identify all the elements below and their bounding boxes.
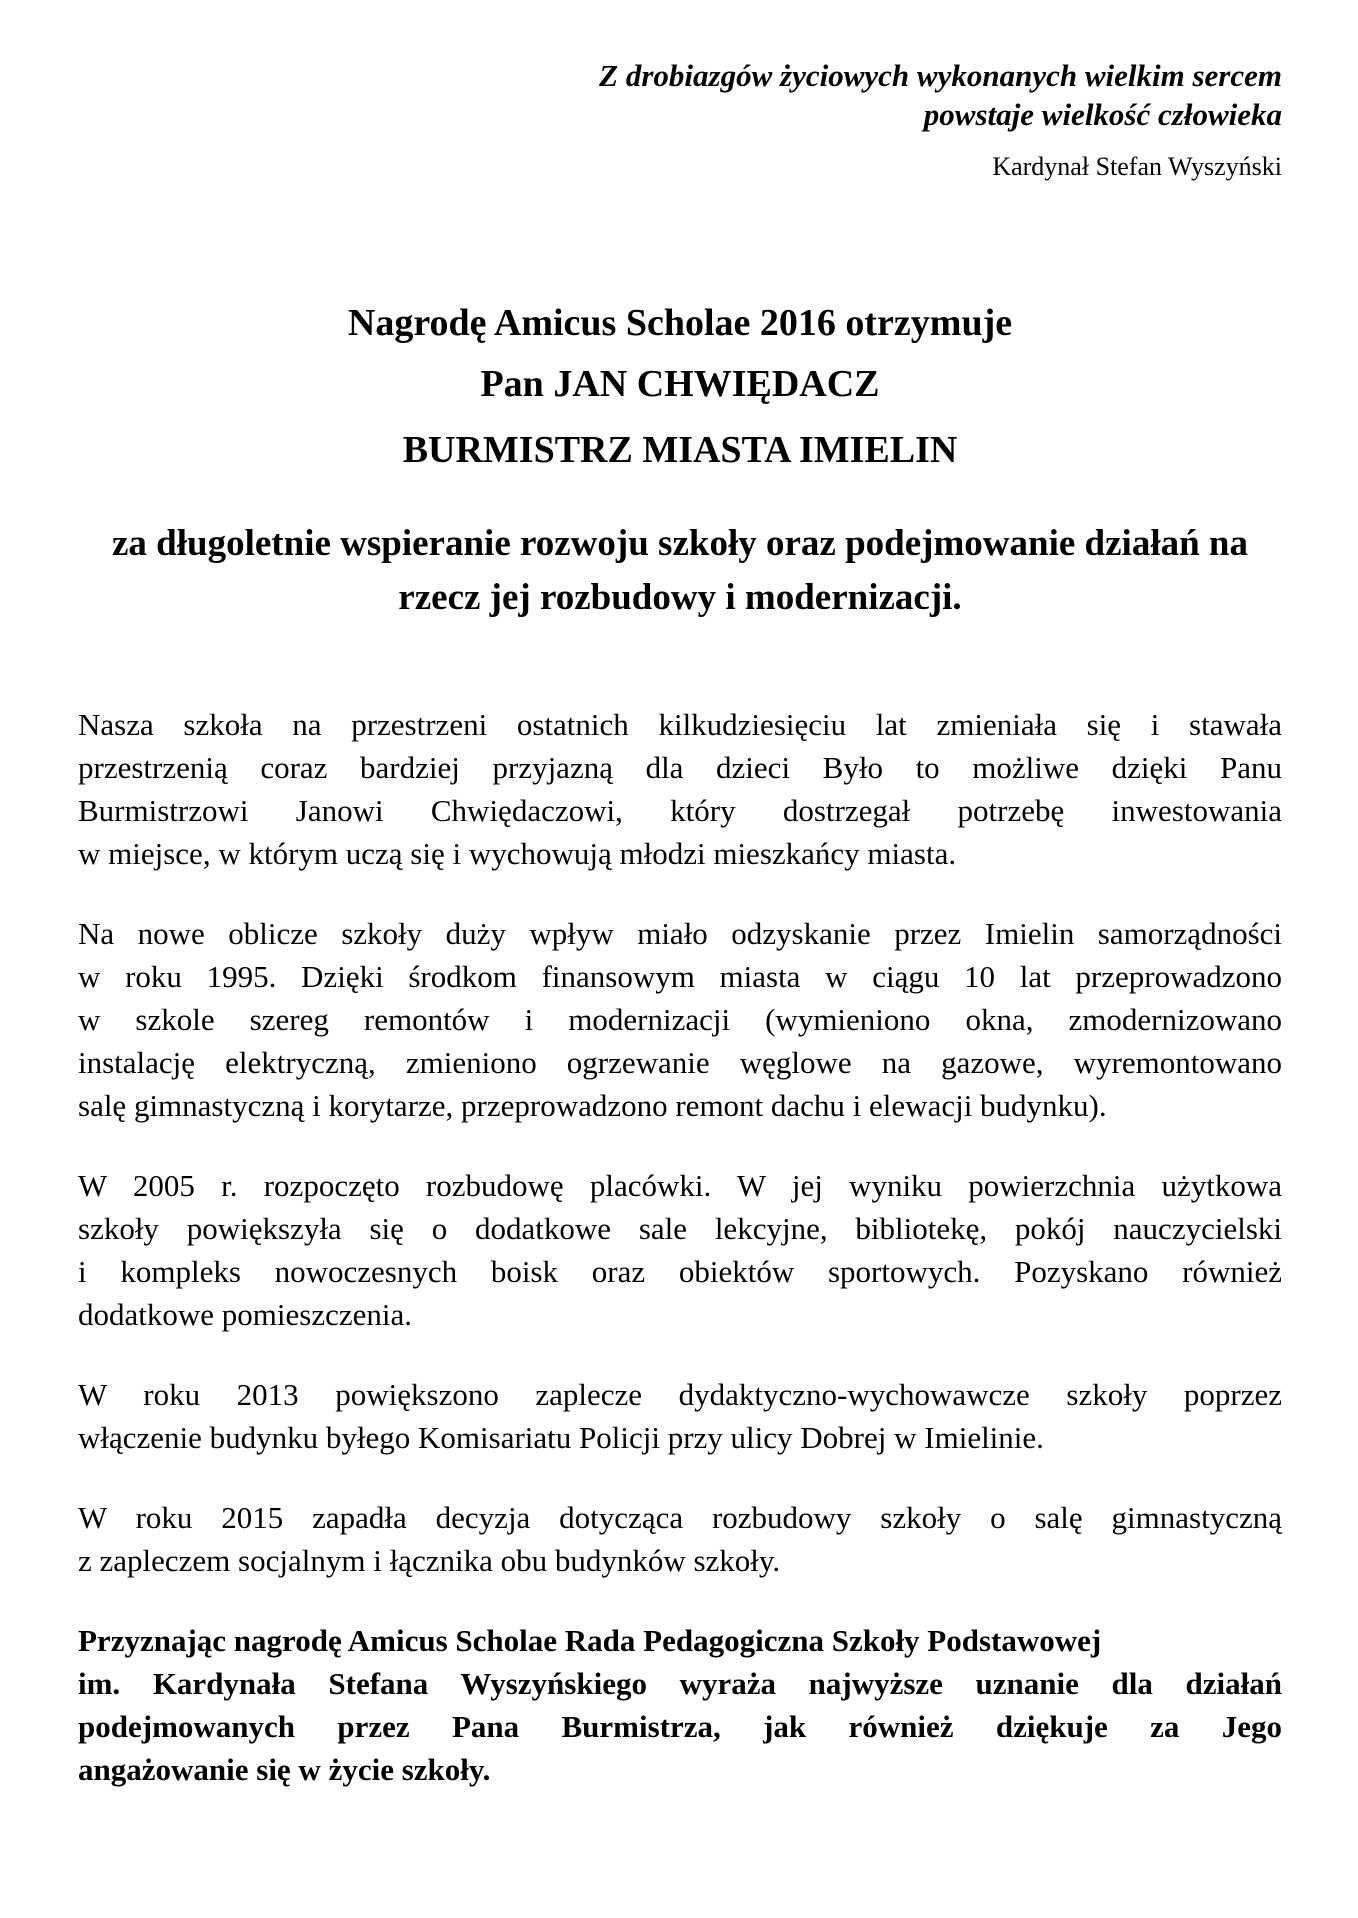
award-reason-line: rzecz jej rozbudowy i modernizacji.	[398, 577, 962, 618]
body-text-line: im. Kardynała Stefana Wyszyńskiego wyraża najwyższe uznanie dla działań	[78, 1666, 1282, 1701]
epigraph-quote-line: powstaje wielkość człowieka	[923, 97, 1282, 132]
body-text-line: angażowanie się w życie szkoły.	[78, 1752, 491, 1787]
body-paragraph	[78, 1496, 1282, 1582]
body-text-line: Burmistrzowi Janowi Chwiędaczowi, który dostrzegał potrzebę inwestowania	[78, 793, 1282, 828]
body-paragraph	[78, 912, 1282, 1127]
body-text-line: Przyznając nagrodę Amicus Scholae Rada Pedagogiczna Szkoły Podstawowej	[78, 1623, 1102, 1658]
body-text-line: podejmowanych przez Pana Burmistrza, jak również dziękuje za Jego	[78, 1709, 1282, 1744]
body-text-line: w roku 1995. Dzięki środkom finansowym miasta w ciągu 10 lat przeprowadzono	[78, 959, 1282, 994]
body-text-line: Na nowe oblicze szkoły duży wpływ miało odzyskanie przez Imielin samorządności	[78, 916, 1282, 951]
quote-attribution: Kardynał Stefan Wyszyński	[992, 152, 1282, 181]
award-recipient-name: Pan JAN CHWIĘDACZ	[480, 363, 880, 405]
award-heading-block	[78, 300, 1282, 625]
body-text-line: instalację elektryczną, zmieniono ogrzewanie węglowe na gazowe, wyremontowano	[78, 1045, 1282, 1080]
body-text-line: i kompleks nowoczesnych boisk oraz obiektów sportowych. Pozyskano również	[78, 1254, 1282, 1289]
body-text-line: dodatkowe pomieszczenia.	[78, 1297, 412, 1332]
epigraph-quote	[78, 56, 1282, 134]
body-text-line: włączenie budynku byłego Komisariatu Policji przy ulicy Dobrej w Imielinie.	[78, 1420, 1044, 1455]
epigraph-quote-line: Z drobiazgów życiowych wykonanych wielkim sercem	[599, 58, 1282, 93]
document-body	[78, 703, 1282, 1791]
award-intro-heading: Nagrodę Amicus Scholae 2016 otrzymuje	[347, 302, 1013, 344]
body-text-line: w szkole szereg remontów i modernizacji (wymieniono okna, zmodernizowano	[78, 1002, 1282, 1037]
award-recipient-title: BURMISTRZ MIASTA IMIELIN	[402, 429, 958, 471]
body-paragraph	[78, 703, 1282, 875]
award-reason-line: za długoletnie wspieranie rozwoju szkoły oraz podejmowanie działań na	[111, 523, 1248, 564]
body-text-line: szkoły powiększyła się o dodatkowe sale lekcyjne, bibliotekę, pokój nauczycielski	[78, 1211, 1282, 1246]
award-reason-heading	[78, 517, 1282, 625]
body-text-line: z zapleczem socjalnym i łącznika obu budynków szkoły.	[78, 1543, 781, 1578]
body-text-line: salę gimnastyczną i korytarze, przeprowadzono remont dachu i elewacji budynku).	[78, 1088, 1107, 1123]
body-text-line: w miejsce, w którym uczą się i wychowują młodzi mieszkańcy miasta.	[78, 836, 957, 871]
body-text-line: W roku 2013 powiększono zaplecze dydaktyczno-wychowawcze szkoły poprzez	[78, 1377, 1282, 1412]
body-paragraph	[78, 1164, 1282, 1336]
body-paragraph	[78, 1619, 1282, 1791]
body-text-line: Nasza szkoła na przestrzeni ostatnich kilkudziesięciu lat zmieniała się i stawała	[78, 707, 1282, 742]
body-paragraph	[78, 1373, 1282, 1459]
body-text-line: przestrzenią coraz bardziej przyjazną dla dzieci Było to możliwe dzięki Panu	[78, 750, 1282, 785]
body-text-line: W 2005 r. rozpoczęto rozbudowę placówki. W jej wyniku powierzchnia użytkowa	[78, 1168, 1282, 1203]
body-text-line: W roku 2015 zapadła decyzja dotycząca rozbudowy szkoły o salę gimnastyczną	[78, 1500, 1282, 1535]
